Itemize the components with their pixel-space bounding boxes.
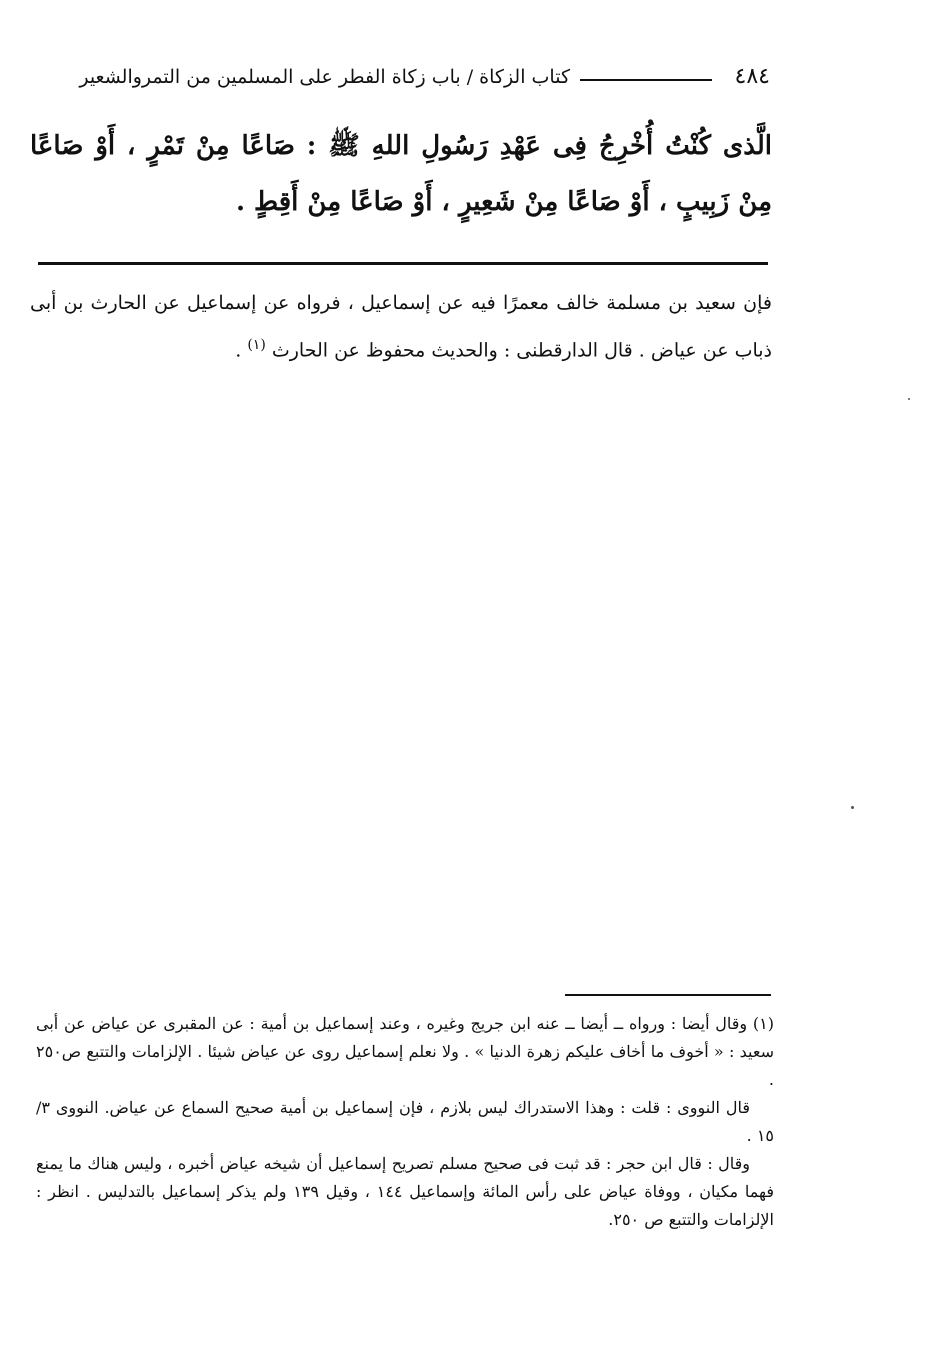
commentary-end: . <box>235 339 248 362</box>
main-text-divider <box>38 262 768 265</box>
scan-speck <box>851 806 854 809</box>
page-number: ٤٨٤ <box>734 64 770 89</box>
footnote-reference[interactable]: (١) <box>247 337 266 353</box>
footnotes <box>36 1010 774 1234</box>
footnote-paragraph: (١) وقال أيضا : ورواه ــ أيضا ــ عنه ابن جريج وغيره ، وعند إسماعيل بن أمية : عن المقبرى عن عياض عن أبى سعيد : « أخوف ما أخاف عليكم زهرة الدنيا » . ولا نعلم إسماعيل روى عن عياض شيئا . الإلزامات والتتبع ص٢٥٠ . <box>36 1014 774 1089</box>
scan-speck <box>908 398 910 400</box>
footnote-divider <box>565 994 771 996</box>
running-header <box>38 62 770 98</box>
hadith-text: الَّذى كُنْتُ أُخْرِجُ فِى عَهْدِ رَسُولِ اللهِ ﷺ : صَاعًا مِنْ تَمْرٍ ، أَوْ صَاعًا مِنْ زَبِيبٍ ، أَوْ صَاعًا مِنْ شَعِيرٍ ، أَوْ صَاعًا مِنْ أَقِطٍ . <box>30 131 772 217</box>
footnote-paragraph: قال النووى : قلت : وهذا الاستدراك ليس بلازم ، فإن إسماعيل بن أمية صحيح السماع عن عياض. النووى ٣/ ١٥ . <box>36 1098 774 1145</box>
running-title: كتاب الزكاة / باب زكاة الفطر على المسلمين من التمروالشعير <box>79 66 570 88</box>
header-rule <box>580 79 712 81</box>
commentary-body: فإن سعيد بن مسلمة خالف معمرًا فيه عن إسماعيل ، فرواه عن إسماعيل عن الحارث بن أبى ذباب عن عياض . قال الدارقطنى : والحديث محفوظ عن الحارث <box>30 292 772 362</box>
footnote-paragraph: وقال : قال ابن حجر : قد ثبت فى صحيح مسلم تصريح إسماعيل أن شيخه عياض أخبره ، وليس هناك ما يمنع فهما مكيان ، ووفاة عياض على رأس المائة وإسماعيل ١٤٤ ، وقيل ١٣٩ ولم يذكر إسماعيل بالتدليس . انظر : الإلزامات والتتبع ص ٢٥٠. <box>36 1154 775 1229</box>
commentary-text <box>30 282 772 371</box>
